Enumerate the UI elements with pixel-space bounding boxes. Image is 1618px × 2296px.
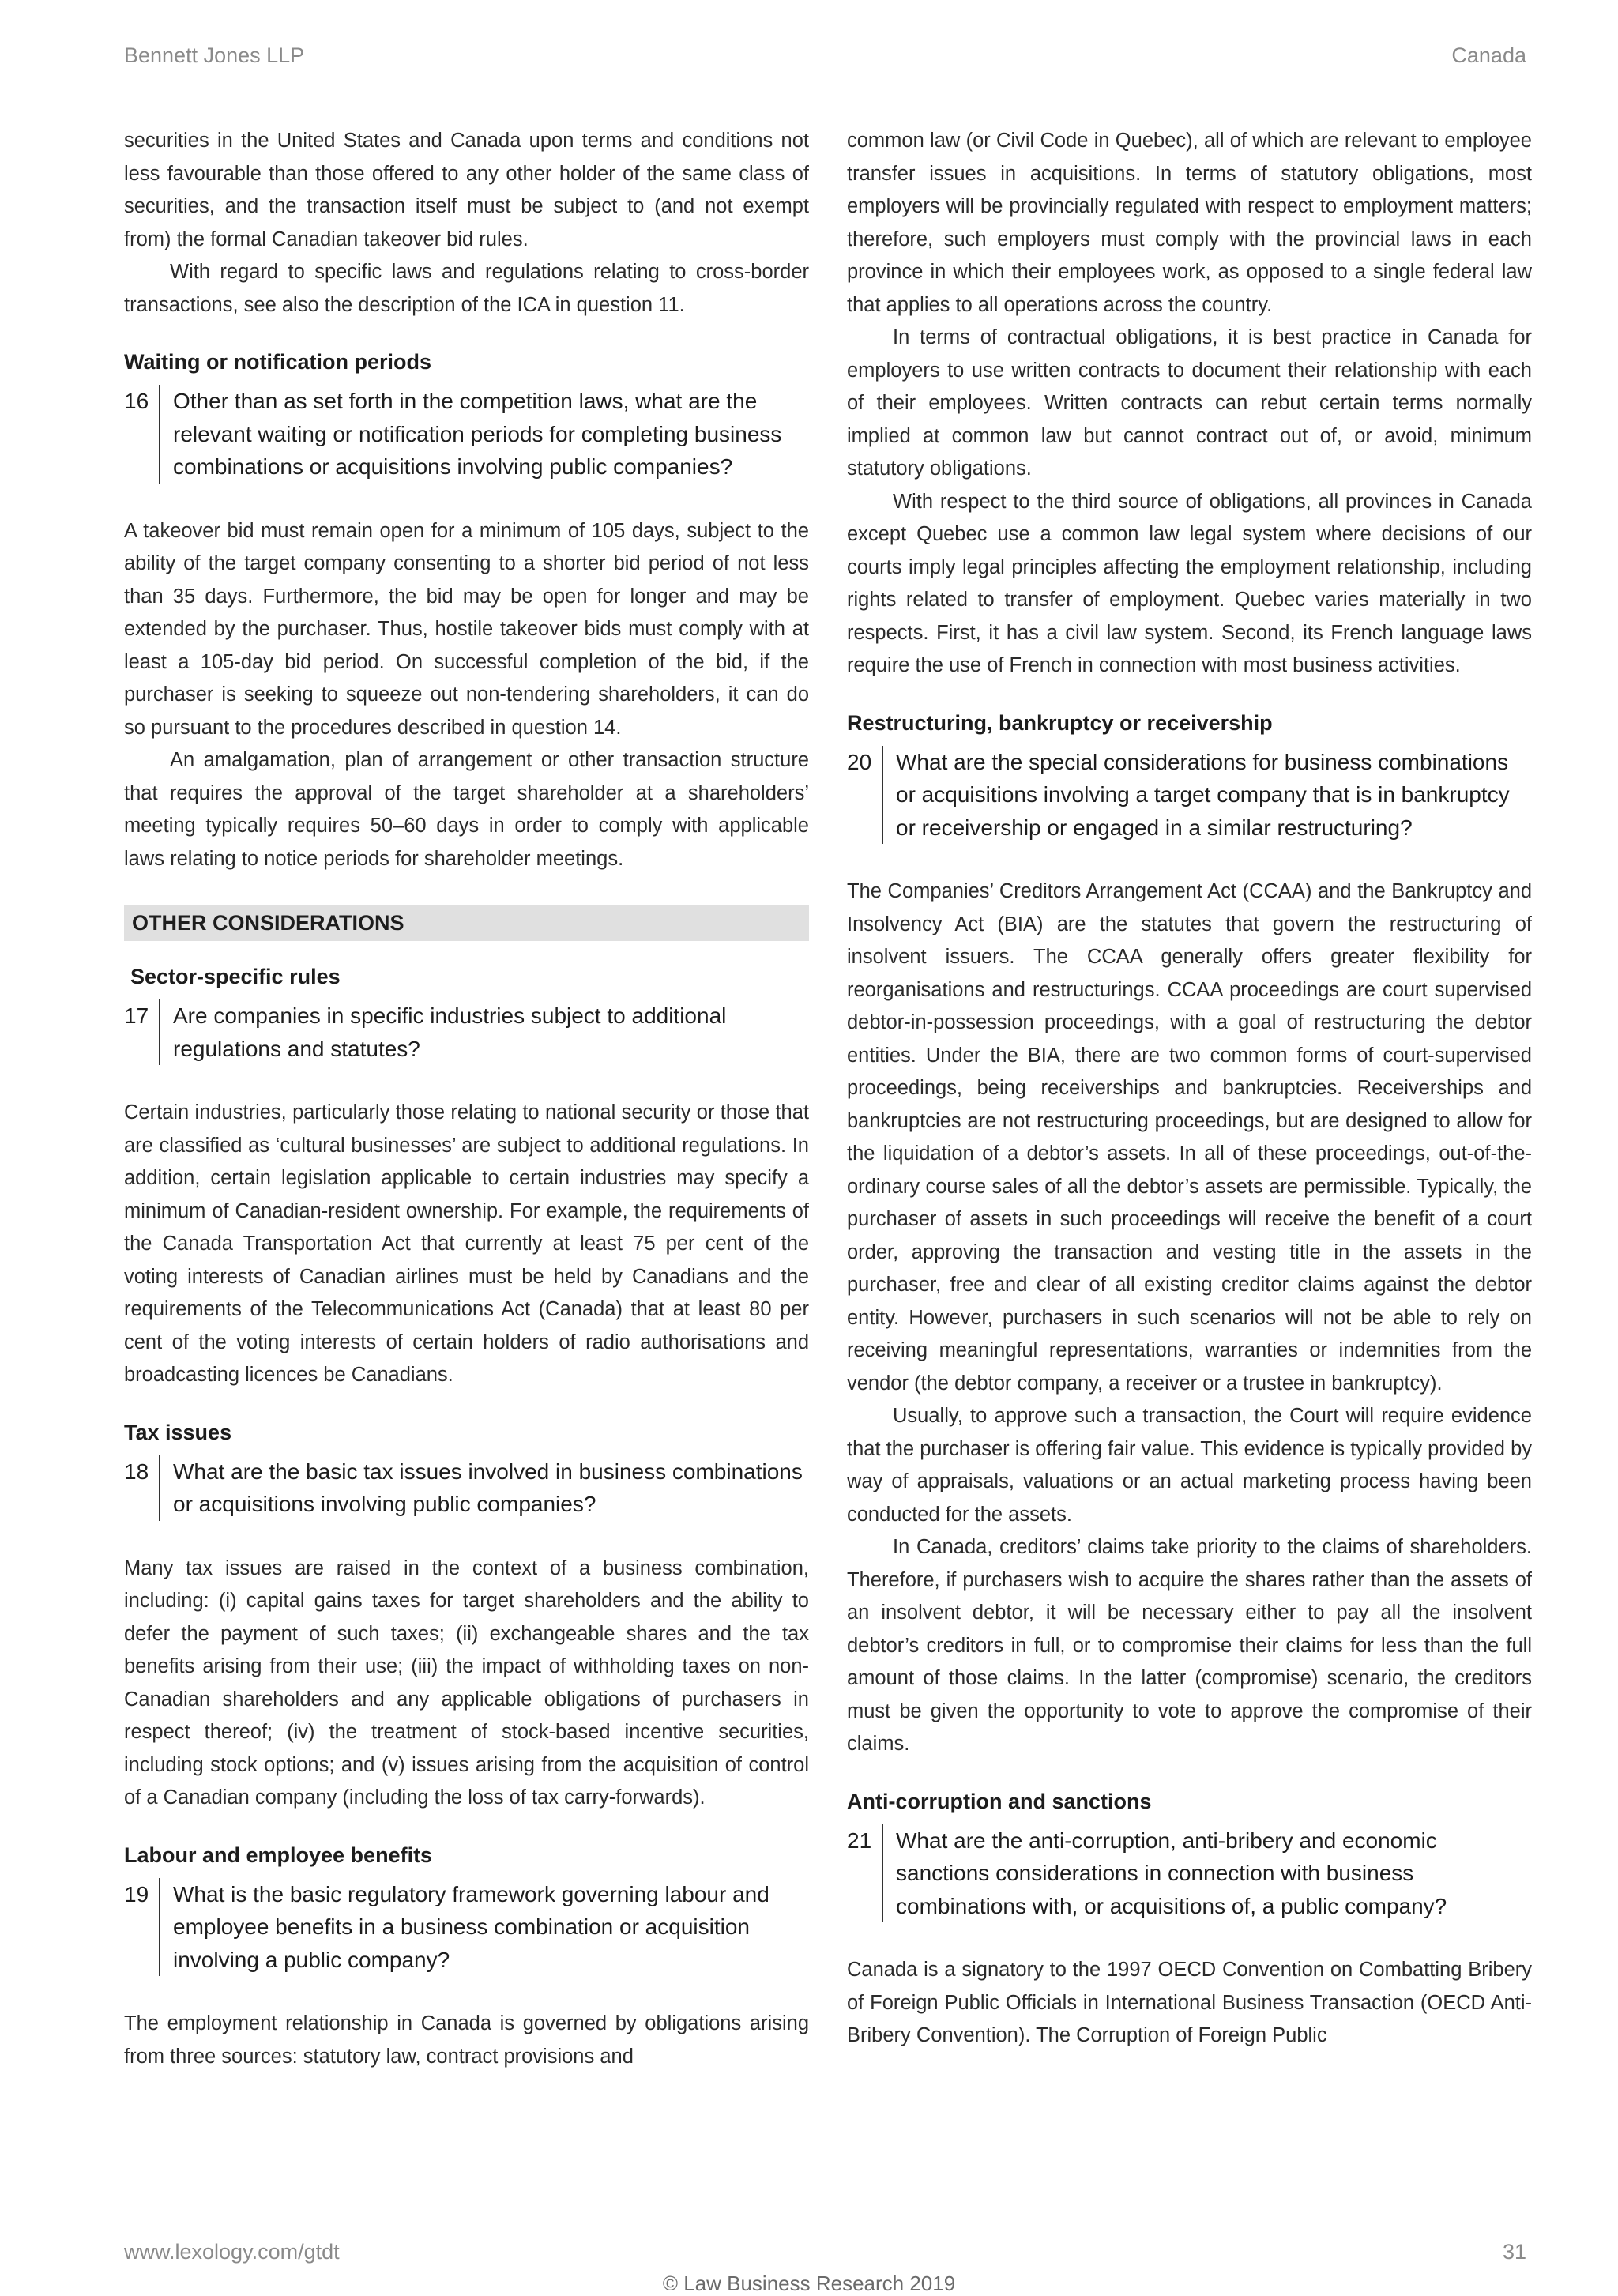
question-text: Are companies in specific industries subject to additional regulations and statutes? (159, 999, 809, 1065)
paragraph: Usually, to approve such a transaction, the Court will require evidence that the purchaser is offering fair value. This evidence is typically provided by way of appraisals, valuations or an actual marketing process having been conducted for the assets. (847, 1405, 1532, 1526)
paragraph: With regard to specific laws and regulations relating to cross-border transactions, see also the description of the ICA in question 11. (124, 261, 809, 316)
copyright-notice: © Law Business Research 2019 (662, 2272, 956, 2295)
running-header-country: Canada (1451, 43, 1526, 67)
paragraph: A takeover bid must remain open for a minimum of 105 days, subject to the ability of the target company consenting to a shorter bid period of not less than 35 days. Furthermore, the bid may be open for longer and may be extended by the purchaser. Thus, hostile takeover bids must comply with at least a 105-day bid period. On successful completion of the bid, if the purchaser is seeking to squeeze out non-tendering shareholders, it can do so pursuant to the procedures described in question 14. (124, 519, 809, 739)
question-text: What are the anti-corruption, anti-bribery and economic sanctions considerations in connection with business combinations with, or acquisitions of, a public company? (882, 1824, 1532, 1923)
page-number: 31 (1502, 2240, 1526, 2264)
subheading-anti-corruption: Anti-corruption and sanctions (847, 1789, 1152, 1813)
paragraph: An amalgamation, plan of arrangement or other transaction structure that requires the approval of the target shareholder at a shareholders’ meeting typically requires 50–60 days in order to comply with applicable laws relating to notice periods for shareholder meetings. (124, 749, 809, 870)
paragraph: Certain industries, particularly those relating to national security or those that are classified as ‘cultural businesses’ are subject to additional regulations. In addition, certain legislation applicable to certain industries may specify a minimum of Canadian-resident ownership. For example, the requirements of the Canada Transportation Act that currently at least 75 per cent of the voting interests of Canadian airlines must be held by Canadians and the requirements of the Telecommunications Act (Canada) that at least 80 per cent of the voting interests of certain holders of radio authorisations and broadcasting licences be Canadians. (124, 1101, 809, 1386)
subheading-waiting: Waiting or notification periods (124, 350, 431, 374)
footer-url: www.lexology.com/gtdt (124, 2240, 340, 2264)
paragraph: With respect to the third source of obligations, all provinces in Canada except Quebec use a common law legal system where decisions of our courts imply legal principles affecting the employment relationship, including rights related to transfer of employment. Quebec varies materially in two respects. First, it has a civil law system. Second, its French language laws require the use of French in connection with most business activities. (847, 490, 1532, 676)
running-header-firm: Bennett Jones LLP (124, 43, 305, 67)
question-18 (124, 1455, 809, 1521)
paragraph: In Canada, creditors’ claims take priority to the claims of shareholders. Therefore, if purchasers wish to acquire the shares rather than the assets of an insolvent debtor, it will be necessary either to pay all the insolvent debtor’s creditors in full, or to compromise their claims for less than the full amount of those claims. In the latter (compromise) scenario, the creditors must be given the opportunity to vote to approve the compromise of their claims. (847, 1536, 1532, 1755)
question-number: 17 (124, 1003, 149, 1028)
subheading-tax: Tax issues (124, 1420, 232, 1444)
paragraph: In terms of contractual obligations, it is best practice in Canada for employers to use written contracts to document their relationship with each of their employees. Written contracts can rebut certain terms normally implied at common law but cannot contract out of, or avoid, minimum statutory obligations. (847, 326, 1532, 480)
subheading-sector: Sector-specific rules (130, 965, 341, 988)
question-16 (124, 385, 809, 484)
question-number: 21 (847, 1827, 872, 1853)
subheading-restructuring: Restructuring, bankruptcy or receivership (847, 710, 1273, 735)
question-number: 20 (847, 749, 872, 774)
question-text: What are the special considerations for business combinations or acquisitions involving a target company that is in bankruptcy or receivership or engaged in a similar restructuring? (882, 746, 1532, 845)
paragraph: common law (or Civil Code in Quebec), all of which are relevant to employee transfer issues in acquisitions. In terms of statutory obligations, most employers will be provincially regulated with respect to employment matters; therefore, such employers must comply with the provincial laws in each province in which their employees work, as opposed to a single federal law that applies to all operations across the country. (847, 130, 1532, 316)
paragraph: The employment relationship in Canada is governed by obligations arising from three sources: statutory law, contract provisions and (124, 2012, 809, 2068)
paragraph: Many tax issues are raised in the context of a business combination, including: (i) capital gains taxes for target shareholders and the ability to defer the payment of such taxes; (ii) exchangeable shares and the tax benefits arising from their use; (iii) the impact of withholding taxes on non-Canadian shareholders and any applicable obligations of purchasers in respect thereof; (iv) the treatment of stock-based incentive securities, including stock options; and (v) issues arising from the acquisition of control of a Canadian company (including the loss of tax carry-forwards). (124, 1556, 809, 1809)
question-number: 16 (124, 389, 149, 413)
question-number: 19 (124, 1881, 149, 1906)
question-text: What is the basic regulatory framework governing labour and employee benefits in a business combination or acquisition involving a public company? (159, 1878, 809, 1977)
left-column (124, 125, 809, 2073)
section-heading: OTHER CONSIDERATIONS (124, 905, 809, 941)
question-number: 18 (124, 1459, 149, 1484)
right-column (847, 125, 1532, 2053)
paragraph: securities in the United States and Canada upon terms and conditions not less favourable than those offered to any other holder of the same class of securities, and the transaction itself must be subject to (and not exempt from) the formal Canadian takeover bid rules. (124, 130, 809, 250)
question-17 (124, 999, 809, 1065)
subheading-labour: Labour and employee benefits (124, 1842, 433, 1867)
question-19 (124, 1878, 809, 1977)
paragraph: Canada is a signatory to the 1997 OECD Convention on Combatting Bribery of Foreign Public Officials in International Business Transaction (OECD Anti-Bribery Convention). The Corruption of Foreign Public (847, 1959, 1532, 2046)
question-text: Other than as set forth in the competition laws, what are the relevant waiting or notification periods for completing business combinations or acquisitions involving public companies? (159, 385, 809, 484)
question-21 (847, 1824, 1532, 1923)
question-text: What are the basic tax issues involved in business combinations or acquisitions involving public companies? (159, 1455, 809, 1521)
question-20 (847, 746, 1532, 845)
paragraph: The Companies’ Creditors Arrangement Act (CCAA) and the Bankruptcy and Insolvency Act (BIA) are the statutes that govern the restructuring of insolvent issuers. The CCAA generally offers greater flexibility for reorganisations and restructurings. CCAA proceedings are court supervised debtor-in-possession proceedings, with a goal of restructuring the debtor entities. Under the BIA, there are two common forms of court-supervised proceedings, being receiverships and bankruptcies. Receiverships and bankruptcies are not restructuring proceedings, but are designed to allow for the liquidation of a debtor’s assets. In all of these proceedings, out-of-the-ordinary course sales of all the debtor’s assets are permissible. Typically, the purchaser of assets in such proceedings will receive the benefit of a court order, approving the transaction and vesting title in the assets in the purchaser, free and clear of all existing creditor claims against the debtor entity. However, purchasers in such scenarios will not be able to rely on receiving meaningful representations, warranties or indemnities from the vendor (the debtor company, a receiver or a trustee in bankruptcy). (847, 880, 1532, 1395)
